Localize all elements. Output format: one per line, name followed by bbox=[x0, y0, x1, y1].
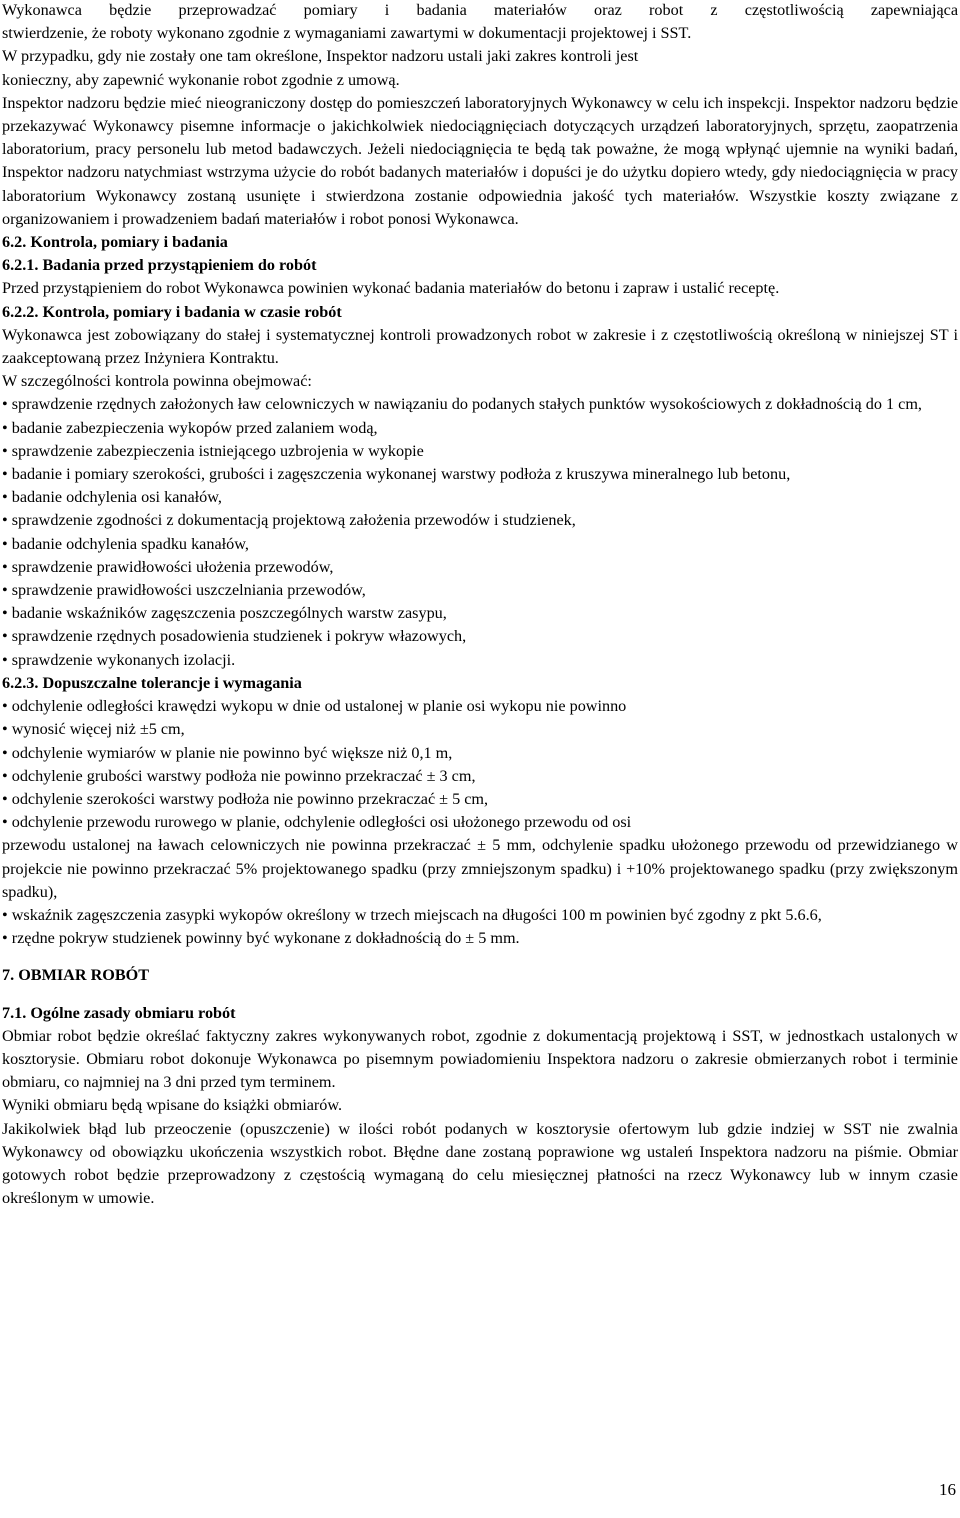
intro-paragraph-2: Inspektor nadzoru będzie mieć nieograniczony dostęp do pomieszczeń laboratoryjnych Wykonawcy w celu ich inspekcji. Inspektor nadzoru będzie przekazywać Wykonawcy pisemne informacje o jakichkolwiek niedociągnięciach dotyczących urządzeń laboratoryjnych, sprzętu, zaopatrzenia laboratorium, pracy personelu lub metod badawczych. Jeżeli niedociągnięcia te będą tak poważne, że mogą wpłynąć ujemnie na wyniki badań, Inspektor nadzoru natychmiast wstrzyma użycie do robót badanych materiałów i dopuści je do użytku dopiero wtedy, gdy niedociągnięcia w pracy laboratorium Wykonawcy zostaną usunięte i stwierdzona zostanie odpowiednia jakość tych materiałów. Wszystkie koszty związane z organizowaniem i prowadzeniem badań materiałów i robot ponosi Wykonawca. bbox=[2, 93, 958, 228]
control-list bbox=[2, 393, 958, 671]
list-item: • sprawdzenie rzędnych posadowienia studzienek i pokryw włazowych, bbox=[2, 625, 958, 648]
list-item: • sprawdzenie prawidłowości ułożenia przewodów, bbox=[2, 556, 958, 579]
list-item: • badanie i pomiary szerokości, grubości i zagęszczenia wykonanej warstwy podłoża z kruszywa mineralnego lub betonu, bbox=[2, 463, 958, 486]
list-item: • badanie wskaźników zagęszczenia poszczególnych warstw zasypu, bbox=[2, 602, 958, 625]
list-item: • sprawdzenie zgodności z dokumentacją projektową założenia przewodów i studzienek, bbox=[2, 509, 958, 532]
list-item: • sprawdzenie zabezpieczenia istniejącego uzbrojenia w wykopie bbox=[2, 440, 958, 463]
list-item: • rzędne pokryw studzienek powinny być wykonane z dokładnością do ± 5 mm. bbox=[2, 927, 958, 950]
list-item: • odchylenie wymiarów w planie nie powinno być większe niż 0,1 m, bbox=[2, 742, 958, 765]
section-6-2-2-lead: W szczególności kontrola powinna obejmować: bbox=[2, 372, 312, 391]
list-item: • sprawdzenie rzędnych założonych ław celowniczych w nawiązaniu do podanych stałych punktów wysokościowych z dokładnością do 1 cm, bbox=[2, 393, 958, 416]
list-item: • odchylenie przewodu rurowego w planie, odchylenie odległości osi ułożonego przewodu od osi bbox=[2, 811, 958, 834]
list-item: • odchylenie odległości krawędzi wykopu w dnie od ustalonej w planie osi wykopu nie powinno bbox=[2, 695, 958, 718]
intro-line-4: konieczny, aby zapewnić wykonanie robot zgodnie z umową. bbox=[2, 70, 400, 89]
tolerance-list bbox=[2, 695, 958, 950]
section-7-1-title: 7.1. Ogólne zasady obmiaru robót bbox=[2, 1003, 236, 1022]
section-6-2-2-title: 6.2.2. Kontrola, pomiary i badania w czasie robót bbox=[2, 302, 342, 321]
section-7-title: 7. OBMIAR ROBÓT bbox=[2, 966, 150, 985]
list-item: • odchylenie grubości warstwy podłoża nie powinno przekraczać ± 3 cm, bbox=[2, 765, 958, 788]
section-7-1-paragraph-3: Jakikolwiek błąd lub przeoczenie (opuszczenie) w ilości robót podanych w kosztorysie ofertowym lub gdzie indziej w SST nie zwalnia Wykonawcy od obowiązku ukończenia wszystkich robot. Błędne dane zostaną poprawione wg ustaleń Inspektora nadzoru na piśmie. Obmiar gotowych robot będzie przeprowadzony z częstością wymaganą do celu miesięcznej płatności na rzecz Wykonawcy lub w innym czasie określonym w umowie. bbox=[2, 1119, 958, 1208]
section-6-2-2-text: Wykonawca jest zobowiązany do stałej i systematycznej kontroli prowadzonych robot w zakresie i z częstotliwością określoną w niniejszej ST i zaakceptowaną przez Inżyniera Kontraktu. bbox=[2, 325, 958, 368]
list-item: • badanie odchylenia osi kanałów, bbox=[2, 486, 958, 509]
list-item: • badanie odchylenia spadku kanałów, bbox=[2, 533, 958, 556]
page-number: 16 bbox=[939, 1480, 956, 1499]
section-6-2-3-title: 6.2.3. Dopuszczalne tolerancje i wymagania bbox=[2, 673, 302, 692]
section-7-1-paragraph-2: Wyniki obmiaru będą wpisane do książki obmiarów. bbox=[2, 1096, 343, 1115]
intro-section bbox=[2, 0, 958, 231]
list-item: • wskaźnik zagęszczenia zasypki wykopów określony w trzech miejscach na długości 100 m powinien być zgodny z pkt 5.6.6, bbox=[2, 904, 958, 927]
list-item: • sprawdzenie prawidłowości uszczelniania przewodów, bbox=[2, 579, 958, 602]
tolerance-continuation: przewodu ustalonej na ławach celowniczych nie powinna przekraczać ± 5 mm, odchylenie spadku ułożonego przewodu od przewidzianego w projekcie nie powinno przekraczać 5% projektowanego spadku (przy zmniejszonym spadku) i +10% projektowanego spadku (przy zwiększonym spadku), bbox=[2, 836, 958, 901]
intro-line-1: Wykonawca będzie przeprowadzać pomiary i badania materiałów oraz robot z częstotliwością zapewniająca bbox=[2, 1, 958, 19]
intro-line-2: stwierdzenie, że roboty wykonano zgodnie z wymaganiami zawartymi w dokumentacji projektowej i SST. bbox=[2, 24, 692, 43]
list-item: • sprawdzenie wykonanych izolacji. bbox=[2, 649, 958, 672]
section-6-2-1-title: 6.2.1. Badania przed przystąpieniem do robót bbox=[2, 256, 317, 275]
list-item: • badanie zabezpieczenia wykopów przed zalaniem wodą, bbox=[2, 417, 958, 440]
section-6-2-1-text: Przed przystąpieniem do robot Wykonawca powinien wykonać badania materiałów do betonu i zapraw i ustalić receptę. bbox=[2, 279, 780, 298]
section-7-1-paragraph-1: Obmiar robot będzie określać faktyczny zakres wykonywanych robot, zgodnie z dokumentacją projektową i SST, w jednostkach ustalonych w kosztorysie. Obmiaru robot dokonuje Wykonawca po pisemnym powiadomieniu Inspektora nadzoru o zakresie obmierzanych robot i terminie obmiaru, co najmniej na 3 dni przed tym terminem. bbox=[2, 1026, 958, 1092]
section-6-2-title: 6.2. Kontrola, pomiary i badania bbox=[2, 233, 228, 252]
list-item: • wynosić więcej niż ±5 cm, bbox=[2, 718, 958, 741]
list-item: • odchylenie szerokości warstwy podłoża nie powinno przekraczać ± 5 cm, bbox=[2, 788, 958, 811]
intro-line-3: W przypadku, gdy nie zostały one tam określone, Inspektor nadzoru ustali jaki zakres kontroli jest bbox=[2, 47, 639, 66]
